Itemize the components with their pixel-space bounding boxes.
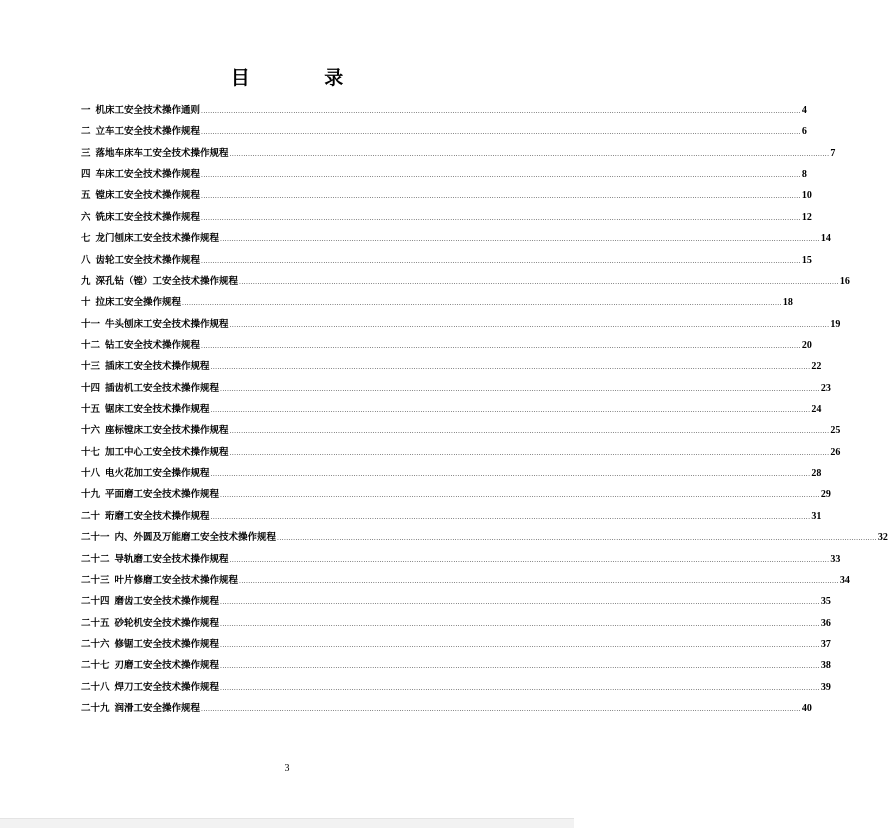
toc-entry[interactable] [81,273,850,294]
toc-entry[interactable] [81,294,793,315]
toc-entry-number: 十一 [81,318,101,330]
toc-entry-number: 三 [81,147,91,159]
toc-entry-page: 15 [801,254,812,266]
toc-entry[interactable] [81,230,831,251]
toc-entry-number: 十三 [81,361,101,373]
toc-entry-title: 内、外圆及万能磨工安全技术操作规程 [114,532,277,544]
toc-entry[interactable] [81,145,836,166]
toc-entry-page: 20 [801,339,812,351]
toc-dot-leader: .................................................................................................................................................................................................................................................................... [201,193,801,201]
toc-entry[interactable] [81,316,841,337]
toc-entry-number: 二十三 [81,574,110,586]
toc-entry-page: 37 [820,638,831,650]
toc-entry-title: 锯床工安全技术操作规程 [105,404,210,416]
toc-entry-number: 十六 [81,425,101,437]
toc-entry-number: 二十九 [81,703,110,715]
toc-dot-leader: .................................................................................................................................................................................................................................................................... [277,535,877,543]
toc-entry-title: 润滑工安全操作规程 [114,703,201,715]
toc-entry-page: 33 [830,553,841,565]
toc-dot-leader: .................................................................................................................................................................................................................................................................... [201,214,801,222]
toc-entry-page: 39 [820,681,831,693]
toc-entry-title: 龙门刨床工安全技术操作规程 [95,233,220,245]
toc-dot-leader: .................................................................................................................................................................................................................................................................... [220,684,820,692]
toc-entry[interactable] [81,444,841,465]
toc-entry-title: 镗床工安全技术操作规程 [95,190,201,202]
toc-entry-page: 25 [830,425,841,437]
toc-entry-page: 4 [801,105,807,116]
toc-entry-page: 19 [830,318,841,330]
toc-entry-title: 插齿机工安全技术操作规程 [105,382,220,394]
toc-entry[interactable] [81,486,831,507]
toc-entry-number: 九 [81,275,91,287]
toc-entry-number: 二十七 [81,660,110,672]
toc-entry-title: 座标镗床工安全技术操作规程 [105,425,229,437]
toc-entry-title: 修锯工安全技术操作规程 [114,638,220,650]
toc-dot-leader: .................................................................................................................................................................................................................................................................... [229,556,830,564]
toc-entry-number: 十四 [81,382,101,394]
toc-entry[interactable] [81,700,812,721]
toc-entry-number: 二十五 [81,617,110,629]
toc-dot-leader: .................................................................................................................................................................................................................................................................... [201,342,801,350]
toc-dot-leader: .................................................................................................................................................................................................................................................................... [220,641,820,649]
toc-entry-title: 叶片修磨工安全技术操作规程 [114,574,239,586]
toc-entry-title: 铣床工安全技术操作规程 [95,211,201,223]
toc-entry-title: 电火花加工安全操作规程 [105,468,210,480]
toc-entry-number: 二 [81,126,91,138]
toc-entry[interactable] [81,551,841,572]
toc-entry[interactable] [81,529,888,550]
toc-entry-title: 刃磨工安全技术操作规程 [114,660,220,672]
toc-entry[interactable] [81,252,812,273]
toc-entry-number: 二十一 [81,532,110,544]
page-title: 目 录 [230,67,378,89]
toc-entry-title: 落地车床车工安全技术操作规程 [95,147,229,159]
toc-entry-page: 31 [811,510,822,522]
toc-entry[interactable] [81,657,831,678]
toc-dot-leader: .................................................................................................................................................................................................................................................................... [210,513,811,521]
toc-entry-page: 24 [811,404,822,416]
toc-entry-number: 五 [81,190,91,202]
toc-entry-number: 十二 [81,339,101,351]
toc-entry-number: 十七 [81,446,101,458]
toc-entry[interactable] [81,123,807,144]
toc-dot-leader: .................................................................................................................................................................................................................................................................... [239,278,839,286]
toc-entry[interactable] [81,102,807,123]
toc-entry-page: 16 [839,275,850,287]
toc-entry-number: 六 [81,211,91,223]
toc-entry[interactable] [81,209,812,230]
toc-entry-number: 十九 [81,489,101,501]
toc-entry-title: 插床工安全技术操作规程 [105,361,210,373]
toc-dot-leader: .................................................................................................................................................................................................................................................................... [229,449,830,457]
toc-entry-page: 7 [830,147,836,159]
toc-entry-page: 10 [801,190,812,202]
toc-dot-leader: .................................................................................................................................................................................................................................................................... [220,492,820,500]
toc-entry-page: 29 [820,489,831,501]
toc-dot-leader: .................................................................................................................................................................................................................................................................... [201,257,801,265]
toc-entry-title: 齿轮工安全技术操作规程 [95,254,201,266]
toc-entry-page: 18 [782,297,793,309]
toc-dot-leader: .................................................................................................................................................................................................................................................................... [239,577,839,585]
toc-entry[interactable] [81,615,831,636]
toc-entry[interactable] [81,465,822,486]
toc-dot-leader: .................................................................................................................................................................................................................................................................... [201,108,801,115]
toc-dot-leader: .................................................................................................................................................................................................................................................................... [201,706,801,714]
toc-entry-title: 车床工安全技术操作规程 [95,169,201,181]
toc-entry-title: 砂轮机安全技术操作规程 [114,617,220,629]
toc-entry-title: 磨齿工安全技术操作规程 [114,596,220,608]
toc-entry-title: 钻工安全技术操作规程 [105,339,201,351]
toc-entry-number: 二十四 [81,596,110,608]
toc-entry-number: 四 [81,169,91,181]
toc-entry[interactable] [81,508,822,529]
toc-entry[interactable] [81,401,822,422]
toc-entry[interactable] [81,187,812,208]
toc-entry[interactable] [81,422,841,443]
toc-entry[interactable] [81,358,822,379]
viewer-bottom-edge [0,818,574,828]
toc-entry-title: 焊刀工安全技术操作规程 [114,681,220,693]
toc-entry-number: 一 [81,105,91,116]
toc-dot-leader: .................................................................................................................................................................................................................................................................... [210,407,811,415]
toc-dot-leader: .................................................................................................................................................................................................................................................................... [201,172,801,180]
toc-entry-title: 深孔钻（镗）工安全技术操作规程 [95,275,239,287]
toc-dot-leader: .................................................................................................................................................................................................................................................................... [182,300,782,308]
toc-entry-title: 拉床工安全操作规程 [95,297,182,309]
toc-entry[interactable] [81,636,831,657]
toc-entry-page: 26 [830,446,841,458]
toc-entry-number: 十 [81,297,91,309]
toc-entry-page: 14 [820,233,831,245]
toc-entry-page: 6 [801,126,807,138]
toc-dot-leader: .................................................................................................................................................................................................................................................................... [220,599,820,607]
toc-entry-page: 12 [801,211,812,223]
toc-dot-leader: .................................................................................................................................................................................................................................................................... [220,236,820,244]
toc-entry-title: 平面磨工安全技术操作规程 [105,489,220,501]
toc-entry-page: 8 [801,169,807,181]
toc-entry[interactable] [81,380,831,401]
toc-entry-number: 十五 [81,404,101,416]
toc-entry[interactable] [81,337,812,358]
table-of-contents [81,102,888,721]
toc-entry-number: 二十 [81,510,101,522]
toc-dot-leader: .................................................................................................................................................................................................................................................................... [220,385,820,393]
toc-entry-number: 二十八 [81,681,110,693]
toc-dot-leader: .................................................................................................................................................................................................................................................................... [210,364,811,372]
toc-entry-title: 机床工安全技术操作通则 [95,105,201,116]
toc-entry-page: 32 [877,532,888,544]
toc-dot-leader: .................................................................................................................................................................................................................................................................... [229,150,830,158]
toc-entry-page: 34 [839,574,850,586]
toc-entry[interactable] [81,572,850,593]
toc-dot-leader: .................................................................................................................................................................................................................................................................... [229,428,830,436]
toc-entry-number: 十八 [81,468,101,480]
toc-dot-leader: .................................................................................................................................................................................................................................................................... [210,471,811,479]
toc-entry-page: 40 [801,703,812,715]
toc-entry-title: 加工中心工安全技术操作规程 [105,446,229,458]
toc-entry-title: 导轨磨工安全技术操作规程 [114,553,229,565]
toc-entry-title: 立车工安全技术操作规程 [95,126,201,138]
toc-entry-page: 36 [820,617,831,629]
toc-entry[interactable] [81,166,807,187]
toc-entry-title: 珩磨工安全技术操作规程 [105,510,210,522]
toc-entry-number: 二十二 [81,553,110,565]
toc-entry-number: 七 [81,233,91,245]
toc-entry-page: 22 [811,361,822,373]
toc-dot-leader: .................................................................................................................................................................................................................................................................... [220,620,820,628]
toc-entry-number: 八 [81,254,91,266]
toc-entry-page: 35 [820,596,831,608]
toc-entry-title: 牛头刨床工安全技术操作规程 [105,318,229,330]
toc-entry-page: 23 [820,382,831,394]
page-number: 3 [284,763,290,774]
toc-dot-leader: .................................................................................................................................................................................................................................................................... [220,663,820,671]
toc-entry-page: 28 [811,468,822,480]
toc-dot-leader: .................................................................................................................................................................................................................................................................... [201,129,801,137]
toc-entry[interactable] [81,593,831,614]
toc-dot-leader: .................................................................................................................................................................................................................................................................... [229,321,830,329]
toc-entry-page: 38 [820,660,831,672]
toc-entry-number: 二十六 [81,638,110,650]
toc-entry[interactable] [81,679,831,700]
